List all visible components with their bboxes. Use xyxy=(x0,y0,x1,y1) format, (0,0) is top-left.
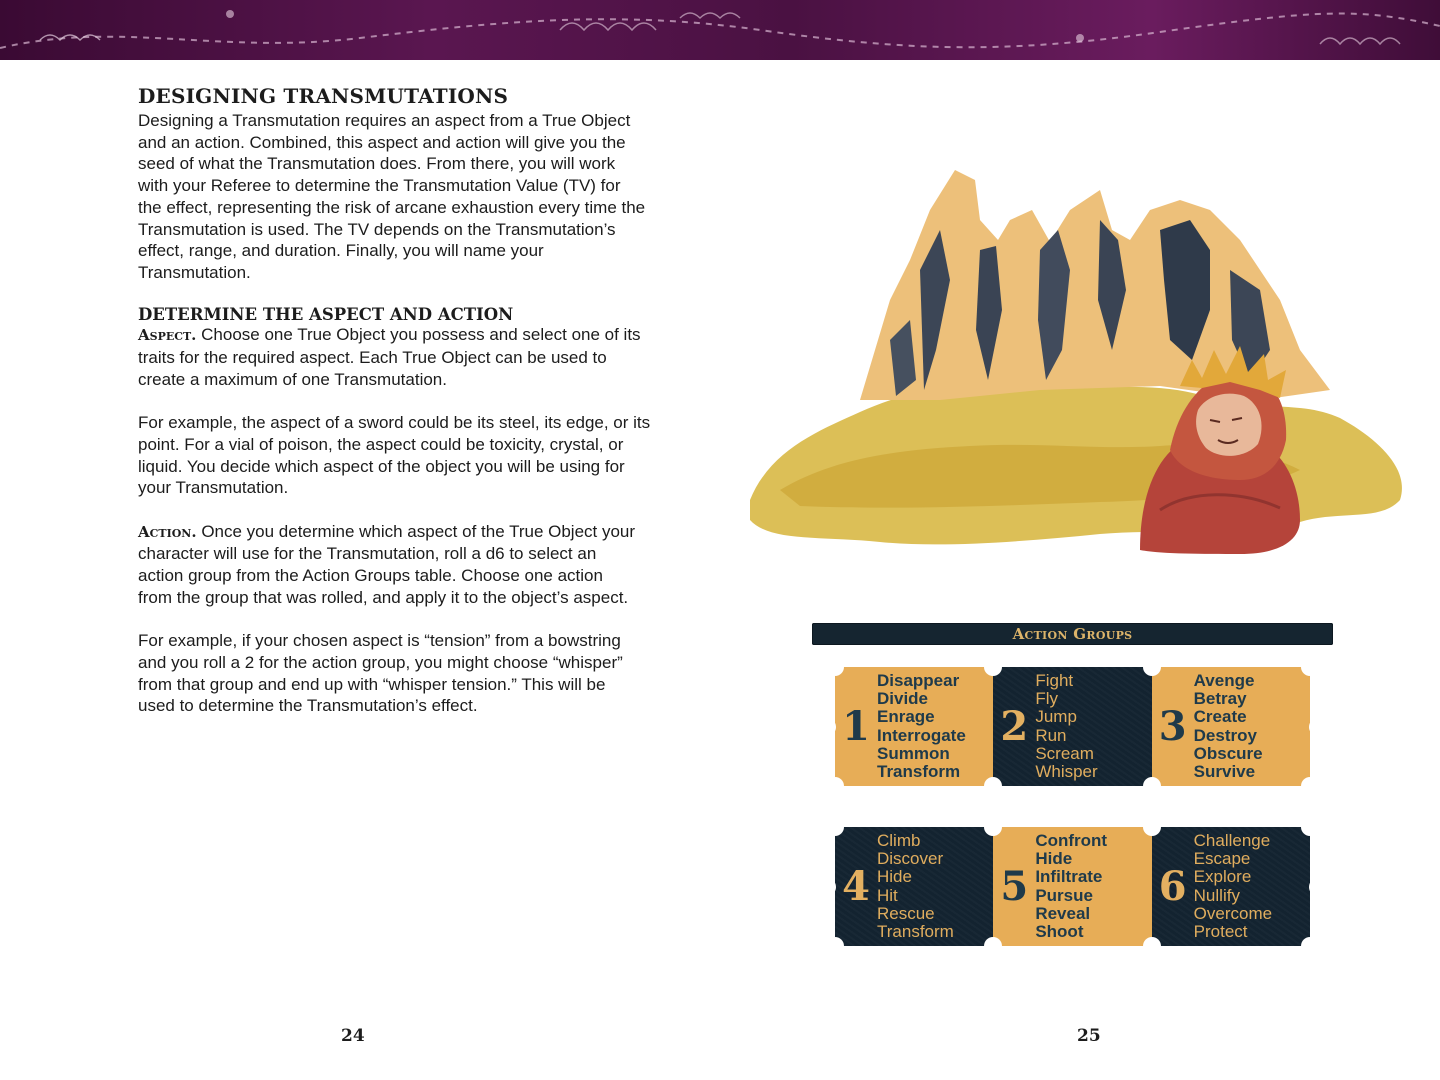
action-item: Escape xyxy=(1193,848,1251,868)
action-list xyxy=(877,832,954,942)
action-group-6 xyxy=(1152,827,1310,946)
action-item: Discover xyxy=(877,848,944,868)
action-item: Hit xyxy=(877,885,898,905)
action-item: Transform xyxy=(877,922,954,942)
action-item: Fly xyxy=(1035,688,1058,708)
action-item: Scream xyxy=(1035,743,1094,763)
action-paragraph: Action. Once you determine which aspect of the True Object your character will use for the Transmutation, roll a d6 to select an action group from the Action Groups table. Choose one action from the group that was rolled, and apply it to the object’s aspect. xyxy=(138,521,636,607)
action-groups-title: Action Groups xyxy=(1012,625,1133,643)
action-list xyxy=(1035,832,1107,942)
action-item: Run xyxy=(1035,725,1067,745)
aspect-example-paragraph: For example, the aspect of a sword could be its steel, its edge, or its point. For a vial of poison, the aspect could be toxicity, crystal, or liquid. You decide which aspect of the object you will be using for your Transmutation. xyxy=(138,413,651,498)
action-item: Avenge xyxy=(1193,670,1255,690)
action-group-5 xyxy=(993,827,1151,946)
action-item: Hide xyxy=(877,867,912,887)
action-groups-row-1 xyxy=(835,667,1310,786)
group-number: 1 xyxy=(842,703,870,750)
action-example-paragraph: For example, if your chosen aspect is “tension” from a bowstring and you roll a 2 for the action group, you might choose “whisper” from that group and end up with “whisper tension.” This will be used to determine the Transmutation’s effect. xyxy=(138,631,623,716)
action-item: Betray xyxy=(1193,688,1247,708)
group-number: 3 xyxy=(1158,703,1187,750)
action-item: Transform xyxy=(877,762,961,782)
page-number-left: 24 xyxy=(341,1026,365,1046)
group-number: 5 xyxy=(1000,863,1029,910)
action-item: Rescue xyxy=(877,903,935,923)
action-item: Whisper xyxy=(1035,762,1098,782)
group-number: 4 xyxy=(842,863,870,910)
action-list xyxy=(877,672,966,782)
left-page-text xyxy=(138,84,668,717)
action-group-2 xyxy=(993,667,1151,786)
action-item: Create xyxy=(1193,707,1247,727)
action-lead: Action. xyxy=(138,522,197,541)
map-pattern-decoration xyxy=(0,0,1440,60)
subsection-heading: DETERMINE THE ASPECT AND ACTION xyxy=(138,305,514,325)
action-group-1 xyxy=(835,667,993,786)
group-number: 2 xyxy=(1000,703,1029,750)
action-group-3 xyxy=(1152,667,1310,786)
ruins-and-figure-illustration xyxy=(740,150,1420,560)
intro-paragraph: Designing a Transmutation requires an aspect from a True Object and an action. Combined, this aspect and action will give you the seed of what the Transmutation does. From there, you will work with your Referee to determine the Transmutation Value (TV) for the effect, representing the risk of arcane exhaustion every time the Transmutation is used. The TV depends on the Transmutation’s effect, range, and duration. Finally, you will name your Transmutation. xyxy=(138,111,646,282)
aspect-lead: Aspect. xyxy=(138,326,197,345)
action-item: Summon xyxy=(877,743,950,763)
action-groups-header xyxy=(812,623,1333,645)
action-item: Survive xyxy=(1193,762,1256,782)
aspect-paragraph: Aspect. Choose one True Object you possess and select one of its traits for the required aspect. Each True Object can be used to create a maximum of one Transmutation. xyxy=(138,325,641,389)
action-groups-row-2 xyxy=(835,827,1310,946)
action-item: Disappear xyxy=(877,670,960,690)
action-item: Divide xyxy=(877,688,929,708)
action-item: Interrogate xyxy=(877,725,966,745)
action-item: Nullify xyxy=(1193,885,1240,905)
action-item: Overcome xyxy=(1193,903,1273,923)
action-item: Destroy xyxy=(1193,725,1257,745)
action-list xyxy=(1194,672,1263,782)
action-item: Hide xyxy=(1035,848,1073,868)
action-list xyxy=(1035,672,1097,782)
action-item: Climb xyxy=(877,830,921,850)
action-item: Shoot xyxy=(1035,922,1084,942)
action-item: Pursue xyxy=(1035,885,1093,905)
action-list xyxy=(1194,832,1272,942)
action-item: Infiltrate xyxy=(1035,867,1103,887)
action-item: Reveal xyxy=(1035,903,1091,923)
action-item: Obscure xyxy=(1193,743,1263,763)
action-item: Protect xyxy=(1193,922,1248,942)
section-heading: DESIGNING TRANSMUTATIONS xyxy=(138,84,509,108)
action-item: Enrage xyxy=(877,707,935,727)
action-item: Confront xyxy=(1035,830,1108,850)
action-item: Jump xyxy=(1035,707,1077,727)
group-number: 6 xyxy=(1158,863,1187,910)
action-group-4 xyxy=(835,827,993,946)
decorative-top-band xyxy=(0,0,1440,60)
action-item: Challenge xyxy=(1193,830,1271,850)
action-item: Explore xyxy=(1193,867,1252,887)
page-number-right: 25 xyxy=(1077,1026,1101,1046)
action-item: Fight xyxy=(1035,670,1074,690)
